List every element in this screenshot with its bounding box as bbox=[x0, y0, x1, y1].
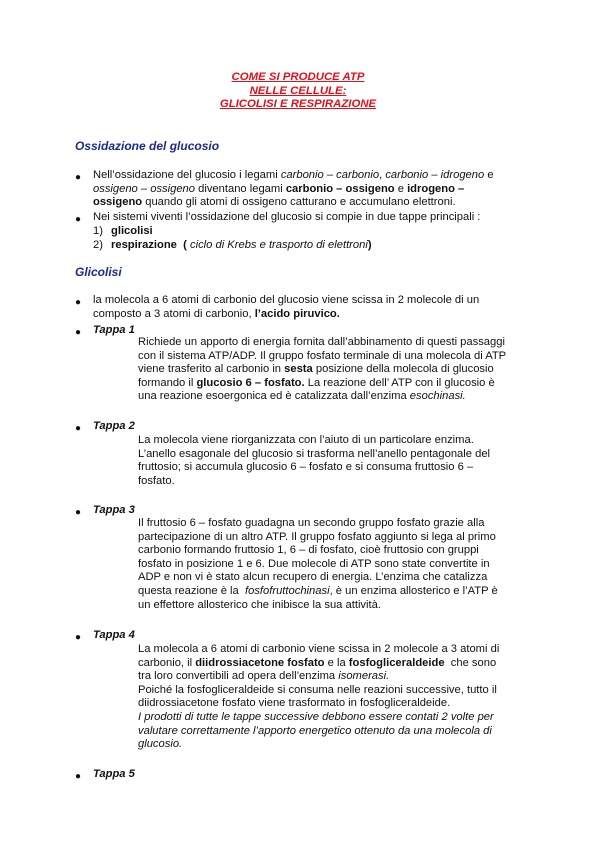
tappa-2-label: Tappa 2 bbox=[93, 420, 135, 432]
list-number-2: 2) bbox=[93, 239, 103, 251]
list-number-1: 1) bbox=[93, 225, 103, 237]
list-item-respirazione: respirazione ( ciclo di Krebs e trasporto di elettroni) bbox=[111, 239, 372, 251]
bullet-icon: ● bbox=[75, 297, 82, 308]
paragraph-ossidazione: Nell’ossidazione del glucosio i legami carbonio – carbonio, carbonio – idrogeno e ossigeno – ossigeno diventano legami carbonio – ossigeno e idrogeno – ossigeno quando gli atomi di ossigeno catturano e accumulano elettroni. bbox=[93, 169, 494, 209]
bullet-icon: ● bbox=[75, 507, 82, 518]
section-heading-glicolisi: Glicolisi bbox=[75, 265, 122, 279]
list-item-glicolisi: glicolisi bbox=[111, 225, 153, 237]
tappa-1-text: Richiede un apporto di energia fornita dall’abbinamento di questi passaggi con il sistema ATP/ADP. Il gruppo fosfato terminale di una molecola di ATP viene trasferito al carbonio in sesta posizione della molecola di glucosio formando il glucosio 6 – fosfato. La reazione dell’ ATP con il glucosio è una reazione esoergonica ed è catalizzata dall’enzima esochinasi. bbox=[138, 336, 507, 403]
tappa-4-label: Tappa 4 bbox=[93, 629, 135, 641]
bullet-icon: ● bbox=[75, 771, 82, 782]
tappa-4-text: La molecola a 6 atomi di carbonio viene scissa in 2 molecole a 3 atomi di carbonio, il diidrossiacetone fosfato e la fosfogliceraldeide che sono tra loro convertibili ad opera dell’enzima isomerasi. Poiché la fosfogliceraldeide si consuma nelle reazioni successive, tutto il diidrossiacetone fosfato viene trasformato in fosfogliceraldeide. I prodotti di tutte le tappe successive debbono essere contati 2 volte per valutare correttamente l’apporto energetico ottenuto da una molecola di glucosio. bbox=[138, 643, 500, 751]
bullet-icon: ● bbox=[75, 172, 82, 183]
tappa-1-label: Tappa 1 bbox=[93, 324, 135, 336]
tappa-3-text: Il fruttosio 6 – fosfato guadagna un secondo gruppo fosfato grazie alla partecipazione di un altro ATP. Il gruppo fosfato aggiunto si lega al primo carbonio formando fruttosio 1, 6 – di fosfato, cioè fruttosio con gruppi fosfato in posizione 1 e 6. Due molecole di ATP sono state convertite in ADP e non vi è stato alcun recupero di energia. L’enzima che catalizza questa reazione è la fosfofruttochinasi, è un enzima allosterico e l’ATP è un effettore allosterico che inibisce la sua attività. bbox=[138, 517, 498, 611]
paragraph-tappe-principali: Nei sistemi viventi l’ossidazione del glucosio si compie in due tappe principali : bbox=[93, 211, 481, 223]
document-title bbox=[0, 71, 596, 112]
title-line-1: COME SI PRODUCE ATP bbox=[231, 71, 365, 83]
paragraph-glicolisi-intro: la molecola a 6 atomi di carbonio del glucosio viene scissa in 2 molecole di un composto a 3 atomi di carbonio, l’acido piruvico. bbox=[93, 294, 480, 320]
section-heading-ossidazione: Ossidazione del glucosio bbox=[75, 139, 220, 153]
tappa-3-label: Tappa 3 bbox=[93, 504, 135, 516]
tappa-2-text: La molecola viene riorganizzata con l’aiuto di un particolare enzima. L’anello esagonale del glucosio si trasforma nell’anello pentagonale del fruttosio; si accumula glucosio 6 – fosfato e si consuma fruttosio 6 – fosfato. bbox=[138, 434, 491, 487]
bullet-icon: ● bbox=[75, 632, 82, 643]
bullet-icon: ● bbox=[75, 327, 82, 338]
title-line-2: NELLE CELLULE: bbox=[249, 84, 347, 97]
bullet-icon: ● bbox=[75, 423, 82, 434]
tappa-5-label: Tappa 5 bbox=[93, 768, 135, 780]
title-line-3: GLICOLISI E RESPIRAZIONE bbox=[219, 98, 377, 111]
bullet-icon: ● bbox=[75, 214, 82, 225]
